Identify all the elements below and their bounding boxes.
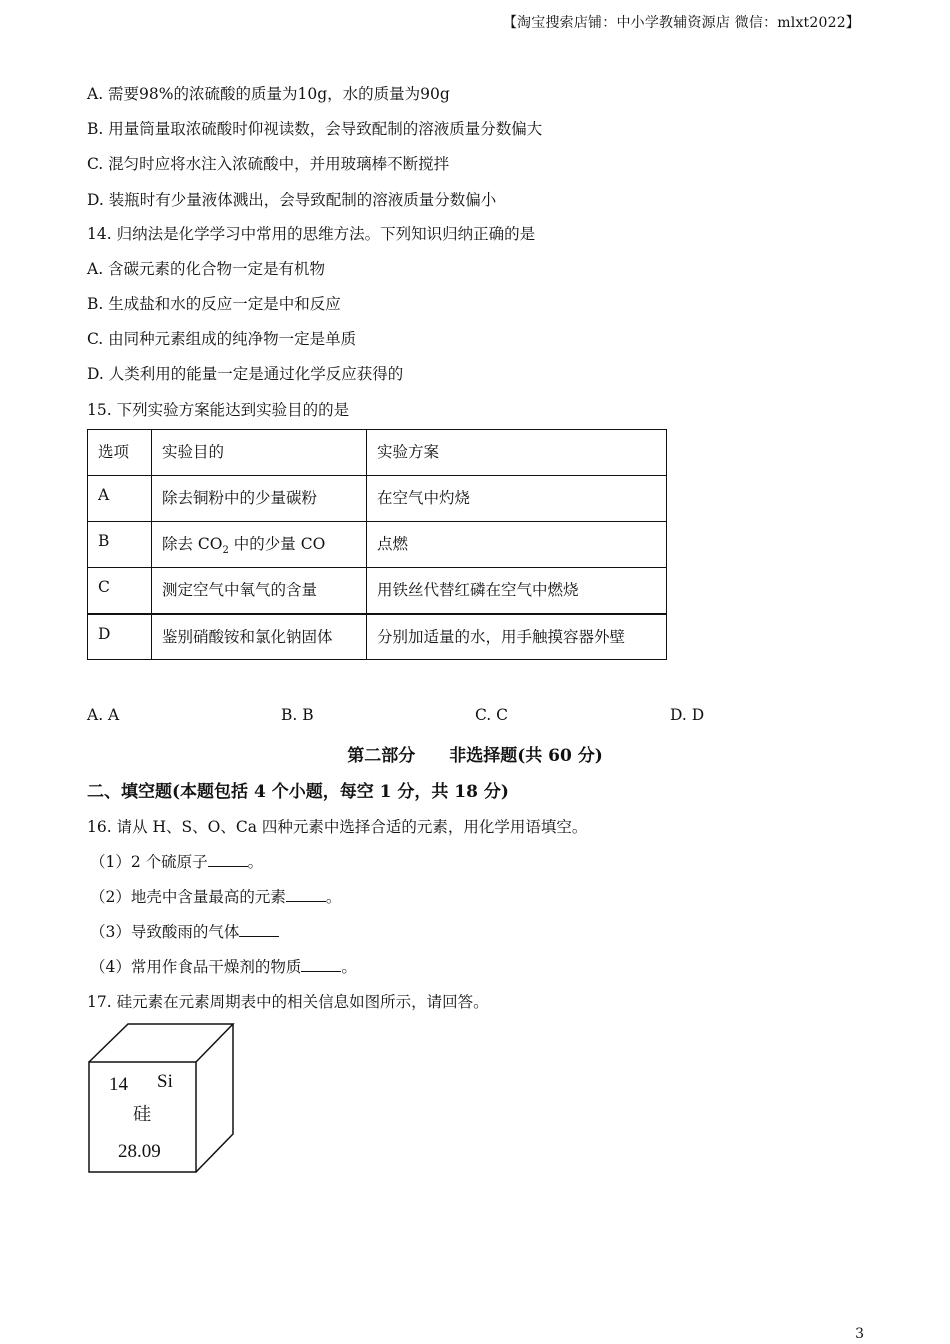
part-end: 。 bbox=[341, 958, 357, 976]
table-row bbox=[88, 568, 667, 614]
atomic-mass: 28.09 bbox=[118, 1141, 161, 1162]
q13-option-d: D. 装瓶时有少量液体溅出，会导致配制的溶液质量分数偏小 bbox=[87, 191, 497, 209]
silicon-element-card bbox=[85, 1020, 245, 1180]
goal-text: 除去 CO bbox=[162, 535, 223, 553]
cube-side-face bbox=[196, 1024, 233, 1172]
table-cell-plan: 用铁丝代替红磷在空气中燃烧 bbox=[367, 568, 667, 614]
table-row bbox=[88, 614, 667, 660]
table-cell-option: A bbox=[88, 476, 152, 522]
cube-outline bbox=[89, 1024, 233, 1172]
part-text: （3）导致酸雨的气体 bbox=[90, 923, 240, 941]
table-cell-plan: 点燃 bbox=[367, 522, 667, 568]
part-text: （1）2 个硫原子 bbox=[90, 853, 208, 871]
q14-option-a: A. 含碳元素的化合物一定是有机物 bbox=[87, 260, 326, 278]
table-row bbox=[88, 522, 667, 568]
table-header-cell: 选项 bbox=[88, 430, 152, 476]
q16-part-1 bbox=[90, 850, 263, 872]
q15-choices bbox=[87, 706, 847, 728]
q15-table bbox=[87, 429, 667, 660]
q13-option-c: C. 混匀时应将水注入浓硫酸中，并用玻璃棒不断搅拌 bbox=[87, 155, 450, 173]
subscript: 2 bbox=[222, 545, 229, 557]
choice-d: D. D bbox=[670, 706, 705, 724]
q14-option-b: B. 生成盐和水的反应一定是中和反应 bbox=[87, 295, 341, 313]
q16-part-4 bbox=[90, 955, 357, 977]
part-text: （4）常用作食品干燥剂的物质 bbox=[90, 958, 302, 976]
answer-blank bbox=[286, 887, 326, 902]
table-row bbox=[88, 476, 667, 522]
part-end: 。 bbox=[325, 888, 342, 906]
choice-c: C. C bbox=[475, 706, 509, 724]
q14-stem: 14. 归纳法是化学学习中常用的思维方法。下列知识归纳正确的是 bbox=[87, 225, 536, 243]
table-cell-goal bbox=[152, 522, 367, 568]
page-header-watermark: 【淘宝搜索店铺：中小学教辅资源店 微信：mlxt2022】 bbox=[502, 15, 860, 31]
q16-stem: 16. 请从 H、S、O、Ca 四种元素中选择合适的元素，用化学用语填空。 bbox=[87, 818, 588, 836]
element-symbol: Si bbox=[157, 1071, 173, 1092]
table-cell-goal: 测定空气中氧气的含量 bbox=[152, 568, 367, 614]
choice-b: B. B bbox=[281, 706, 314, 724]
table-cell-goal: 鉴别硝酸铵和氯化钠固体 bbox=[152, 614, 367, 660]
table-header-cell: 实验方案 bbox=[367, 430, 667, 476]
section-two-title: 二、填空题(本题包括 4 个小题，每空 1 分，共 18 分) bbox=[87, 782, 509, 802]
cube-top-face bbox=[89, 1024, 233, 1062]
answer-blank bbox=[239, 922, 279, 937]
element-name: 硅 bbox=[133, 1104, 151, 1125]
q16-part-2 bbox=[90, 885, 341, 907]
answer-blank bbox=[301, 957, 341, 972]
part-two-title: 第二部分 非选择题(共 60 分) bbox=[347, 746, 603, 766]
q17-stem: 17. 硅元素在元素周期表中的相关信息如图所示，请回答。 bbox=[87, 993, 489, 1011]
part-text: （2）地壳中含量最高的元素 bbox=[90, 888, 286, 906]
q16-part-3 bbox=[90, 920, 279, 942]
q14-option-c: C. 由同种元素组成的纯净物一定是单质 bbox=[87, 330, 357, 348]
table-header-cell: 实验目的 bbox=[152, 430, 367, 476]
q14-option-d: D. 人类利用的能量一定是通过化学反应获得的 bbox=[87, 365, 404, 383]
table-header-row bbox=[88, 430, 667, 476]
part-end: 。 bbox=[247, 853, 264, 871]
goal-text: 中的少量 CO bbox=[228, 535, 326, 553]
page-number: 3 bbox=[855, 1326, 864, 1342]
answer-blank bbox=[208, 852, 248, 867]
table-cell-option: C bbox=[88, 568, 152, 614]
q13-option-b: B. 用量筒量取浓硫酸时仰视读数，会导致配制的溶液质量分数偏大 bbox=[87, 120, 543, 138]
choice-a: A. A bbox=[87, 706, 120, 724]
table-cell-goal: 除去铜粉中的少量碳粉 bbox=[152, 476, 367, 522]
table-cell-plan: 分别加适量的水，用手触摸容器外壁 bbox=[367, 614, 667, 660]
table-cell-plan: 在空气中灼烧 bbox=[367, 476, 667, 522]
table-cell-option: D bbox=[88, 614, 152, 660]
atomic-number: 14 bbox=[109, 1074, 128, 1095]
q15-stem: 15. 下列实验方案能达到实验目的的是 bbox=[87, 401, 350, 419]
table-cell-option: B bbox=[88, 522, 152, 568]
q13-option-a: A. 需要98%的浓硫酸的质量为10g，水的质量为90g bbox=[87, 85, 450, 103]
